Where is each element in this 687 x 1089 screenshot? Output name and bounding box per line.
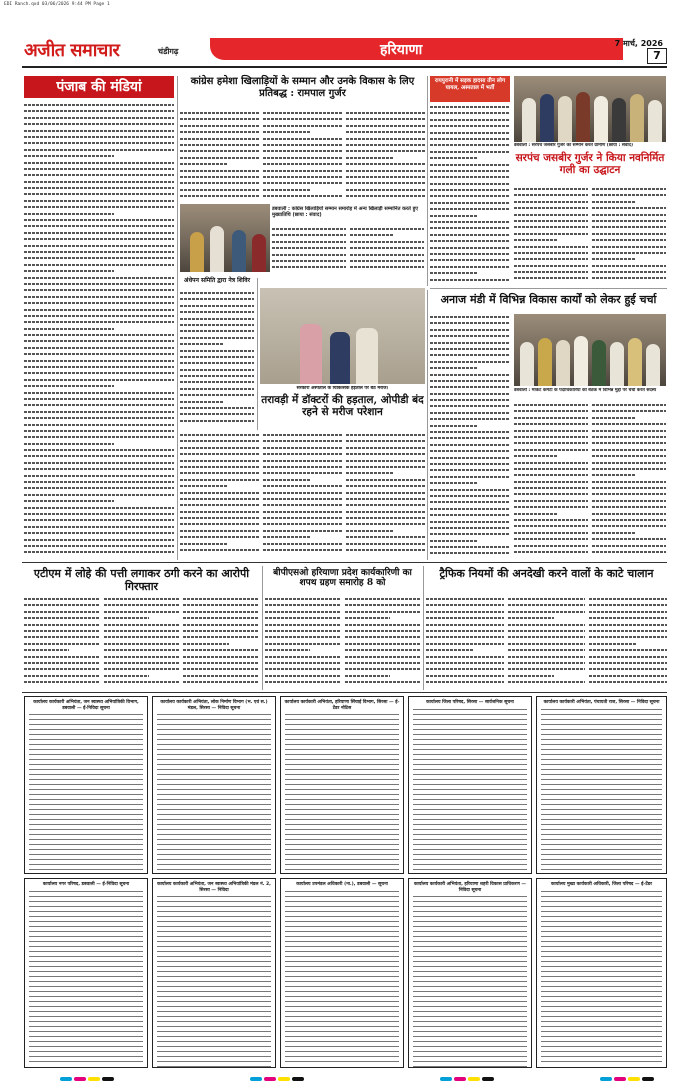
tender-ad: कार्यालय मुख्य कार्यकारी अधिकारी, जिला परिषद — ई-टेंडर xyxy=(536,878,667,1068)
column-rule xyxy=(423,566,424,690)
brand-block xyxy=(22,36,207,64)
body-atm xyxy=(24,596,259,688)
tender-ad: कार्यालय कार्यकारी अभियंता, जन स्वास्थ्य अभियांत्रिकी विभाग, डबवाली — ई-निविदा सूचना xyxy=(24,696,148,874)
caption-sarpanch: डबवाली : सरपंच जसबीर गुर्जर का सम्मान करते ग्रामीण (छाया : संवाद) xyxy=(514,143,634,148)
column-rule xyxy=(177,76,178,560)
mandi-rates-text xyxy=(24,102,174,558)
headline-traffic: ट्रैफिक नियमों की अनदेखी करने वालों के काटे चालान xyxy=(439,567,654,580)
section-rule xyxy=(22,562,667,563)
mandi-banner: पंजाब की मंडियां xyxy=(24,76,174,98)
edition-city: चंडीगढ़ xyxy=(158,47,179,56)
body-blind xyxy=(180,290,254,430)
headline-doctors: तरावड़ी में डॉक्टरों की हड़ताल, ओपीडी बंद रहने से मरीज परेशान xyxy=(261,394,424,419)
registration-marks xyxy=(250,1077,304,1083)
body-congress xyxy=(180,110,425,202)
section-title: हरियाणा xyxy=(380,42,423,58)
column-rule xyxy=(427,76,428,286)
tender-ad: कार्यालय कार्यकारी अभियंता, जन स्वास्थ्य अभियांत्रिकी मंडल नं. 2, सिरसा — निविदा xyxy=(152,878,276,1068)
photo-doctors xyxy=(260,288,425,384)
body-congress-2 xyxy=(272,226,424,272)
headline-atm: एटीएम में लोहे की पत्ती लगाकर ठगी करने का आरोपी गिरफ्तार xyxy=(33,567,250,593)
tender-ad: कार्यालय कार्यकारी अभियंता, लोक निर्माण विभाग (भ. एवं स.) मंडल, सिरसा — निविदा सूचना xyxy=(152,696,276,874)
column-rule xyxy=(427,290,428,560)
headline-congress: कांग्रेस हमेशा खिलाड़ियों के सम्मान और उनके विकास के लिए प्रतिबद्ध : रामपाल गुर्जर xyxy=(190,76,415,99)
headline-blind: अंधेपन समिति द्वारा नेत्र शिविर xyxy=(183,277,251,284)
tender-ad: कार्यालय कार्यकारी अभियंता, हरियाणा शहरी विकास प्राधिकरण — निविदा सूचना xyxy=(408,878,532,1068)
photo-sarpanch xyxy=(514,76,666,142)
print-slug: EDI Ranch.qxd 03/06/2026 9:44 PM Page 1 xyxy=(4,2,110,7)
section-rule xyxy=(22,692,667,693)
registration-marks xyxy=(60,1077,114,1083)
registration-marks xyxy=(600,1077,654,1083)
headline-bjp: बीपीएसओ हरियाणा प्रदेश कार्यकारिणी का शपथ ग्रहण समारोह 8 को xyxy=(273,568,412,589)
page-number: 7 xyxy=(647,48,667,64)
column-rule xyxy=(262,566,263,690)
tender-ad: कार्यालय कार्यकारी अभियंता, पंचायती राज, सिरसा — निविदा सूचना xyxy=(536,696,667,874)
body-anaj xyxy=(430,314,510,558)
body-bjp xyxy=(265,596,420,688)
registration-marks xyxy=(440,1077,494,1083)
column-rule xyxy=(257,278,258,430)
caption-congress: डबवाली : कांग्रेस खिलाड़ियों सम्मान समारोह में अन्य खिलाड़ी सम्मानित करते हुए मुख्यातिथि (छाया : संवाद) xyxy=(272,206,419,218)
tender-ad: कार्यालय कार्यकारी अभियंता, हरियाणा सिंचाई विभाग, सिरसा — ई-टेंडर नोटिस xyxy=(280,696,404,874)
caption-anaj: डबवाली : मार्केट कमेटी के पदाधिकारियों की बैठक में विभिन्न मुद्दों पर चर्चा करते सदस्य xyxy=(514,388,657,393)
headline-sarpanch: सरपंच जसबीर गुर्जर ने किया नवनिर्मित गली का उद्घाटन xyxy=(515,152,665,177)
row-rule xyxy=(430,288,667,289)
tender-ad: कार्यालय जिला परिषद, सिरसा — सार्वजनिक सूचना xyxy=(408,696,532,874)
photo-anaj xyxy=(514,314,666,386)
body-doctors xyxy=(180,432,425,558)
headline-anaj: अनाज मंडी में विभिन्न विकास कार्यों को लेकर हुई चर्चा xyxy=(440,293,657,306)
caption-doctors: सरकारी अस्पताल के चिकित्सक हड़ताल पर बैठे मरीज। xyxy=(296,386,389,391)
issue-date: 7 मार्च, 2026 xyxy=(614,39,663,48)
tender-ad: कार्यालय नगर परिषद, डबवाली — ई-निविदा सूचना xyxy=(24,878,148,1068)
photo-congress xyxy=(180,204,270,272)
tender-ad: कार्यालय उपमंडल अधिकारी (ना.), डबवाली — सूचना xyxy=(280,878,404,1068)
body-anaj-2 xyxy=(514,402,666,558)
masthead xyxy=(22,36,667,68)
body-traffic xyxy=(426,596,667,688)
body-sarpanch xyxy=(514,186,666,286)
body-small-accident xyxy=(430,104,510,286)
newspaper-logo: अजीत समाचार xyxy=(24,40,120,61)
section-banner xyxy=(210,38,623,60)
headline-small-accident: रायपुरानी में सड़क हादसा तीन लोग घायल, अस्पताल में भर्ती xyxy=(430,76,510,102)
